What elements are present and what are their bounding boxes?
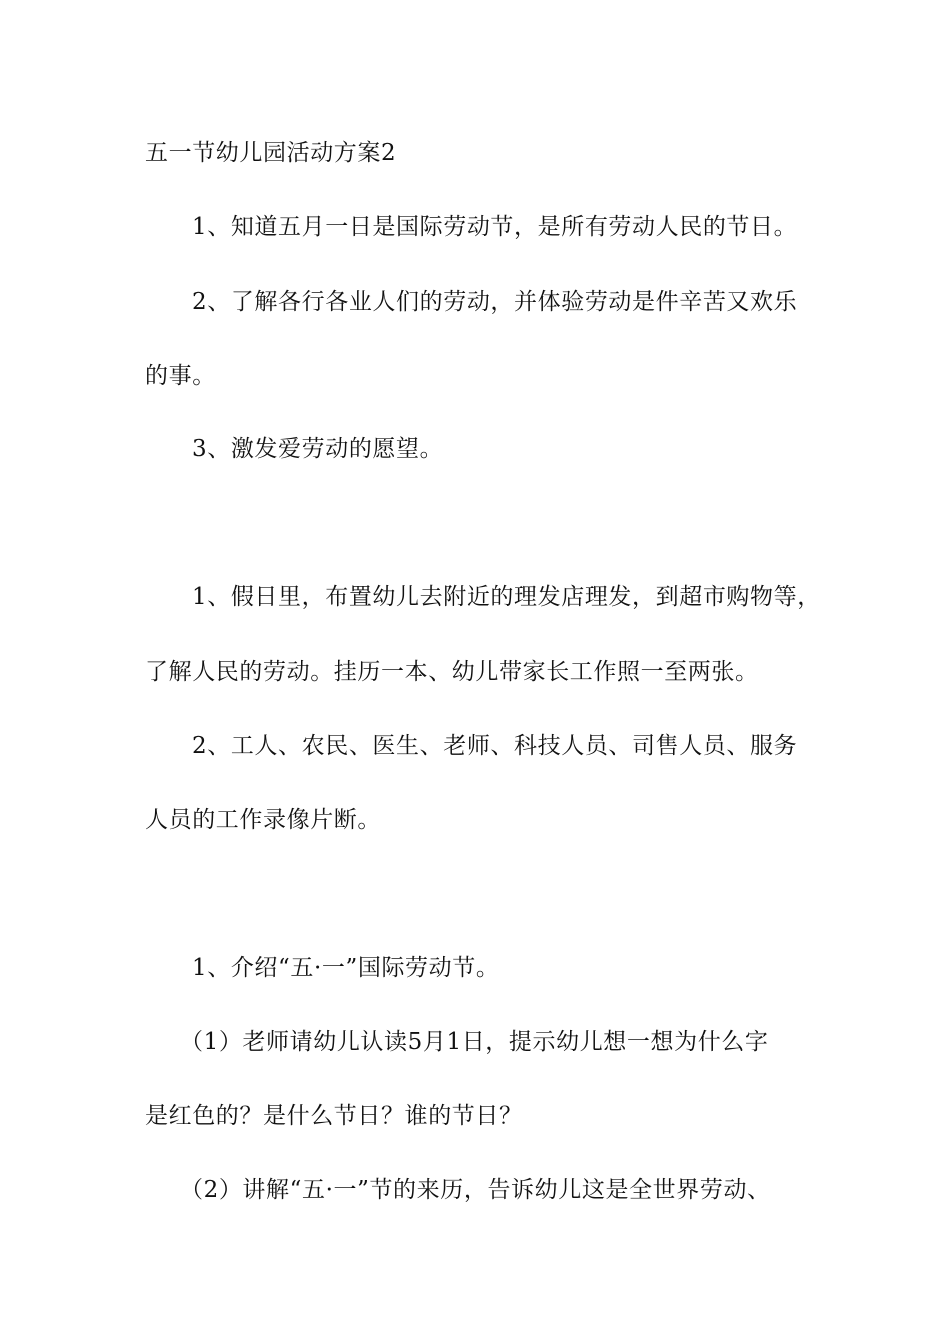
paragraph-line: （1）老师请幼儿认读5月1日，提示幼儿想一想为什么字 — [180, 1029, 769, 1055]
paragraph-line: 了解人民的劳动。挂历一本、幼儿带家长工作照一至两张。 — [145, 659, 759, 685]
paragraph-line: 2、了解各行各业人们的劳动，并体验劳动是件辛苦又欢乐 — [192, 289, 798, 315]
paragraph-line: 2、工人、农民、医生、老师、科技人员、司售人员、服务 — [192, 733, 798, 759]
paragraph-line: 是红色的？是什么节日？谁的节日？ — [145, 1103, 523, 1129]
document-title: 五一节幼儿园活动方案2 — [145, 140, 397, 166]
paragraph-line: 1、假日里，布置幼儿去附近的理发店理发，到超市购物等， — [192, 584, 821, 610]
paragraph-line: 1、介绍“五·一”国际劳动节。 — [192, 955, 500, 981]
paragraph-line: （2）讲解“五·一”节的来历，告诉幼儿这是全世界劳动、 — [180, 1177, 771, 1203]
paragraph-line: 人员的工作录像片断。 — [145, 807, 381, 833]
paragraph-line: 3、激发爱劳动的愿望。 — [192, 436, 444, 462]
paragraph-line: 1、知道五月一日是国际劳动节，是所有劳动人民的节日。 — [192, 214, 798, 240]
paragraph-line: 的事。 — [145, 363, 216, 389]
